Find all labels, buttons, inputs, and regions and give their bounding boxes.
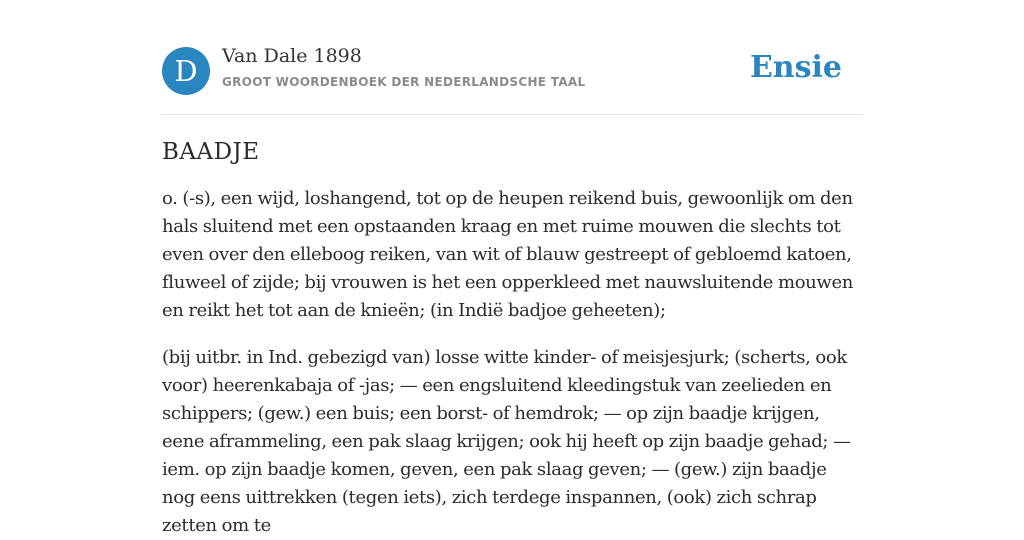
dictionary-title[interactable]: Van Dale 1898 (222, 45, 362, 67)
page-container (162, 0, 862, 540)
entry-headword: BAADJE (162, 139, 260, 165)
entry-paragraph: (bij uitbr. in Ind. gebezigd van) losse witte kinder- of meisjesjurk; (scherts, ook voor) heerenkabaja of -jas; — een engsluitend kleedingstuk van zeelieden en schippers; (gew.) een buis; een borst- of hemdrok; — op zijn baadje krijgen, eene aframmeling, een pak slaag krijgen; ook hij heeft op zijn baadje gehad; — iem. op zijn baadje komen, geven, een pak slaag geven; — (gew.) zijn baadje nog eens uittrekken (tegen iets), zich terdege inspannen, (ook) zich schrap zetten om te (162, 347, 851, 536)
dictionary-logo[interactable]: D (162, 47, 210, 95)
ensie-brand-link[interactable]: Ensie (749, 50, 842, 85)
dictionary-subtitle: GROOT WOORDENBOEK DER NEDERLANDSCHE TAAL (222, 75, 586, 89)
entry-paragraph: o. (-s), een wijd, loshangend, tot op de heupen reikend buis, gewoonlijk om den hals sluitend met een opstaanden kraag en met ruime mouwen die slechts tot even over den elleboog reiken, van wit of blauw gestreept of gebloemd katoen, fluweel of zijde; bij vrouwen is het een opperkleed met nauwsluitende mouwen en reikt het tot aan de knieën; (in Indië badjoe geheeten); (162, 188, 854, 321)
dictionary-header (162, 0, 862, 115)
